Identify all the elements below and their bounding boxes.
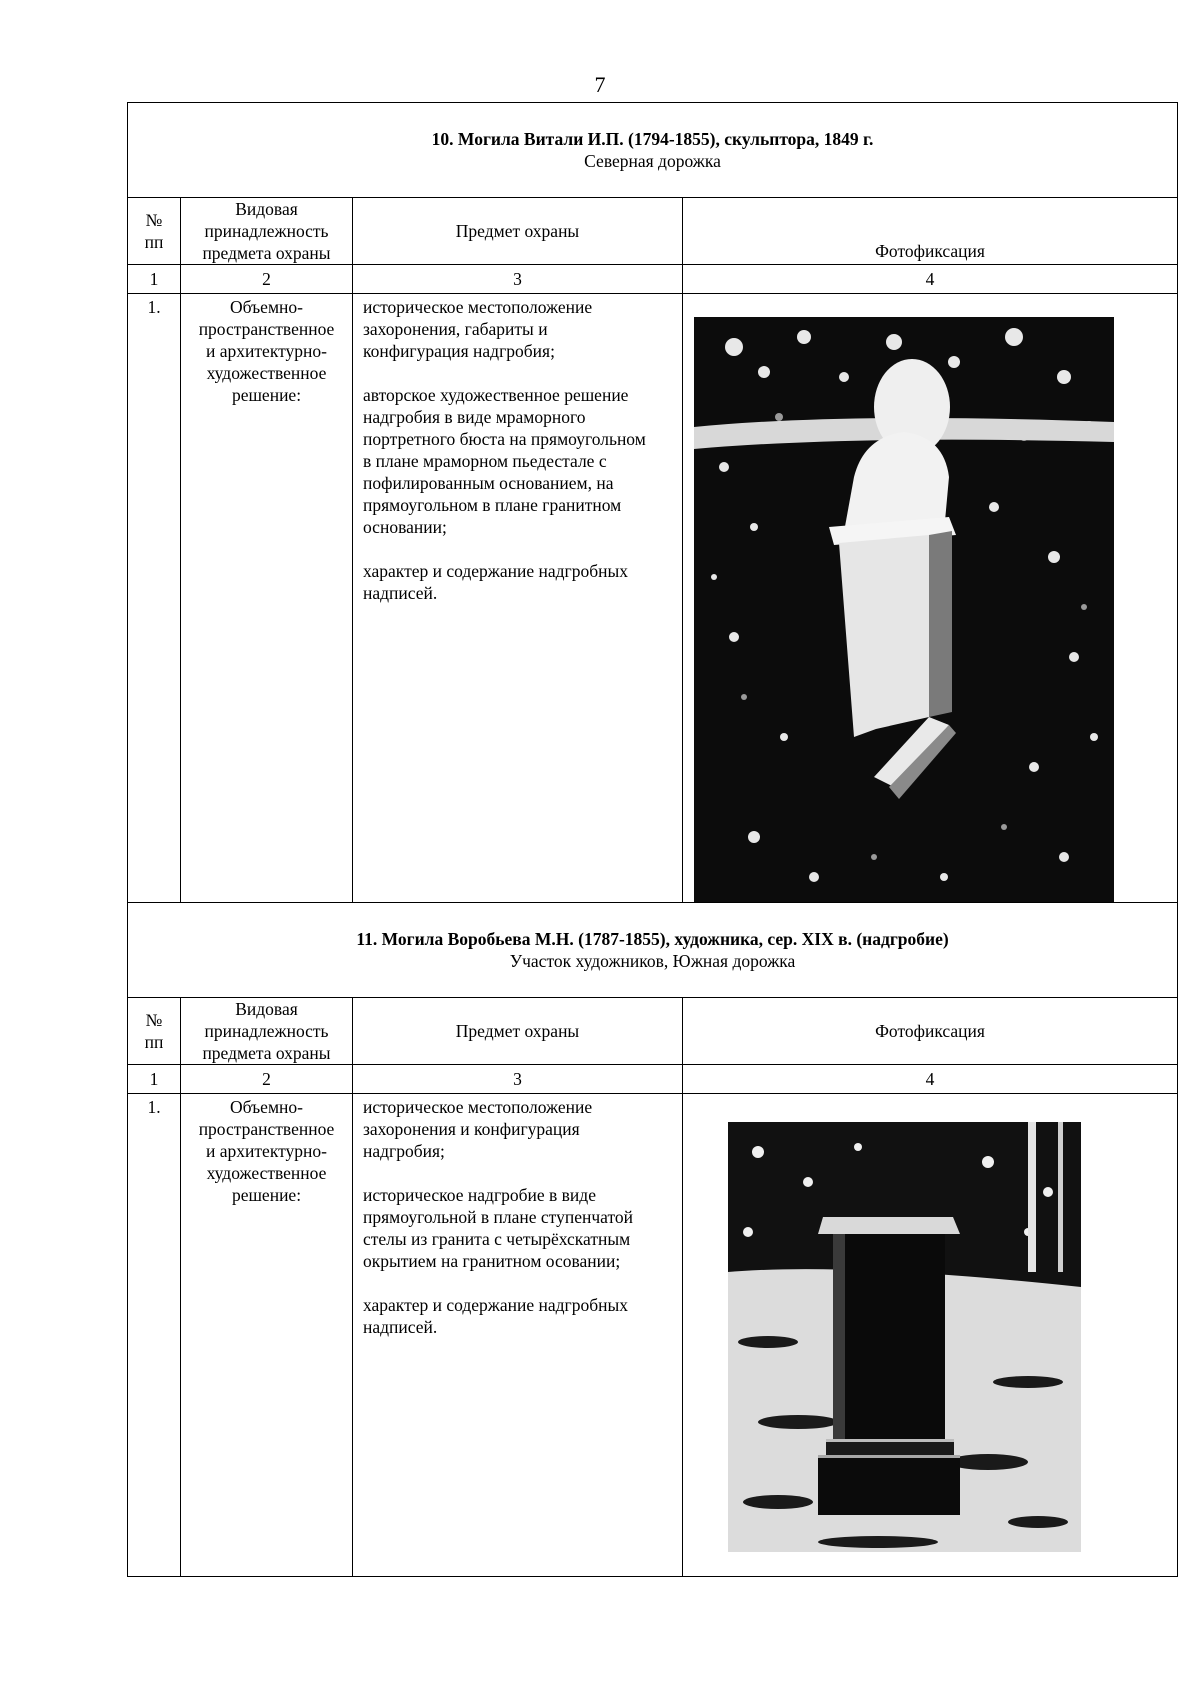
subject-paragraph: историческое местоположение захоронения, габариты и конфигурация надгробия; [363,297,593,361]
col-number: 1 [128,265,181,294]
subject-paragraph: историческое местоположение захоронения и конфигурация надгробия; [363,1097,593,1161]
col-header-no: № пп [128,198,181,265]
table-row [128,1094,1178,1577]
column-number-row [128,265,1178,294]
row-number: 1. [128,1094,181,1577]
protection-subject [353,1094,683,1577]
photo-cell [683,294,1178,903]
object-type: Объемно- пространственное и архитектурно- художественное решение: [181,1094,353,1577]
bust-monument-photo [694,317,1114,902]
row-number: 1. [128,294,181,903]
subject-paragraph: историческое надгробие в виде прямоугольной в плане ступенчатой стелы из гранита с четырёхскатным окрытием на гранитном осовании; [363,1185,633,1271]
protection-subject [353,294,683,903]
page-number: 7 [594,72,606,97]
col-number: 4 [683,265,1178,294]
col-header-photo: Фотофиксация [683,998,1178,1065]
object-type: Объемно- пространственное и архитектурно- художественное решение: [181,294,353,903]
section-title: 10. Могила Витали И.П. (1794-1855), скульптора, 1849 г. [431,129,874,149]
section-header [128,903,1178,998]
subject-paragraph: авторское художественное решение надгробия в виде мраморного портретного бюста на прямоугольном в плане мраморном пьедестале с пофилированным основанием, на прямоугольном в плане гранитном основании; [363,385,646,537]
granite-stele-photo [728,1122,1081,1552]
column-header-row [128,998,1178,1065]
section-header [128,103,1178,198]
subject-paragraph: характер и содержание надгробных надписей. [363,561,629,603]
col-number: 4 [683,1065,1178,1094]
col-header-type: Видовая принадлежность предмета охраны [181,998,353,1065]
section-title: 11. Могила Воробьева М.Н. (1787-1855), художника, сер. XIX в. (надгробие) [356,929,949,949]
column-header-row [128,198,1178,265]
col-number: 2 [181,1065,353,1094]
col-header-type: Видовая принадлежность предмета охраны [181,198,353,265]
col-header-photo: Фотофиксация [683,198,1178,265]
section-subtitle: Северная дорожка [584,151,721,171]
col-number: 1 [128,1065,181,1094]
photo-cell [683,1094,1178,1577]
subject-paragraph: характер и содержание надгробных надписей. [363,1295,629,1337]
col-header-subject: Предмет охраны [353,198,683,265]
col-number: 3 [353,1065,683,1094]
protection-table [127,102,1178,1577]
column-number-row [128,1065,1178,1094]
col-number: 3 [353,265,683,294]
section-subtitle: Участок художников, Южная дорожка [509,951,796,971]
table-row [128,294,1178,903]
col-header-subject: Предмет охраны [353,998,683,1065]
col-header-no: № пп [128,998,181,1065]
col-number: 2 [181,265,353,294]
